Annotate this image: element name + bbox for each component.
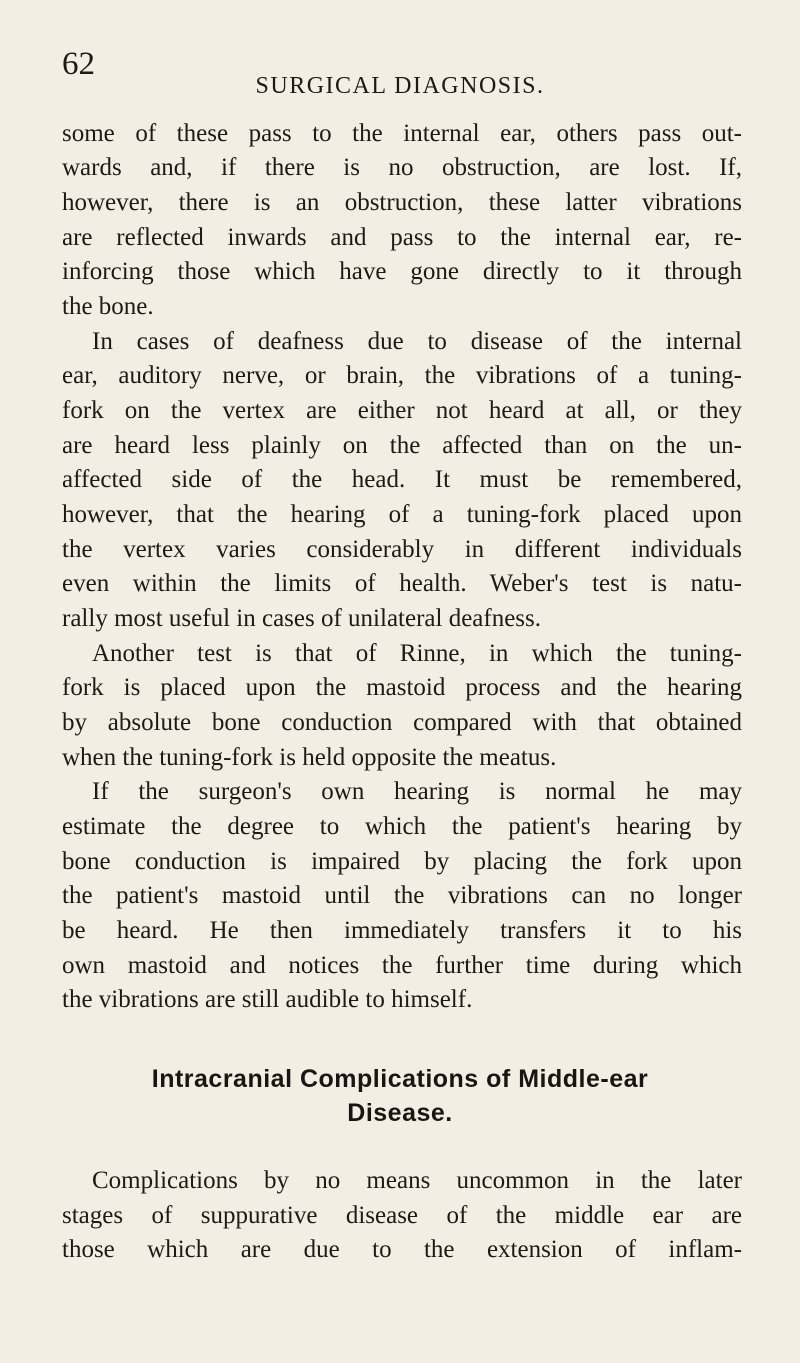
text-line: some of these pass to the internal ear, others pass out-: [62, 120, 742, 147]
text-line: ear, auditory nerve, or brain, the vibrations of a tuning-: [62, 362, 742, 389]
text-line: wards and, if there is no obstruction, are lost. If,: [62, 154, 742, 181]
text-line: however, that the hearing of a tuning-fork placed upon: [62, 501, 742, 528]
text-line: are heard less plainly on the affected than on the un-: [62, 432, 742, 459]
text-line: own mastoid and notices the further time during which: [62, 952, 742, 979]
section-heading: Intracranial Complications of Middle-ear: [151, 1065, 649, 1093]
paragraph-start-line: Complications by no means uncommon in the later: [92, 1167, 742, 1194]
text-line: the bone.: [62, 293, 154, 320]
text-line: estimate the degree to which the patient's hearing by: [62, 813, 742, 840]
text-line: the patient's mastoid until the vibrations can no longer: [62, 882, 742, 909]
text-line: bone conduction is impaired by placing the fork upon: [62, 848, 742, 875]
paragraph-start-line: If the surgeon's own hearing is normal he may: [92, 778, 742, 805]
paragraph-start-line: In cases of deafness due to disease of the internal: [92, 328, 742, 355]
text-line: are reflected inwards and pass to the internal ear, re-: [62, 224, 742, 251]
section-heading-continued: Disease.: [347, 1099, 453, 1127]
paragraph-start-line: Another test is that of Rinne, in which the tuning-: [92, 640, 742, 667]
running-head: SURGICAL DIAGNOSIS.: [255, 73, 545, 99]
text-line: however, there is an obstruction, these latter vibrations: [62, 189, 742, 216]
text-line: be heard. He then immediately transfers it to his: [62, 917, 742, 944]
text-line: even within the limits of health. Weber's test is natu-: [62, 570, 742, 597]
text-line: affected side of the head. It must be remembered,: [62, 466, 742, 493]
text-line: fork on the vertex are either not heard at all, or they: [62, 397, 742, 424]
text-line: the vertex varies considerably in different individuals: [62, 536, 742, 563]
page-number: 62: [62, 46, 95, 82]
text-line: rally most useful in cases of unilateral deafness.: [62, 605, 542, 632]
text-line: inforcing those which have gone directly to it through: [62, 258, 742, 285]
text-line: the vibrations are still audible to himself.: [62, 986, 473, 1013]
text-line: stages of suppurative disease of the middle ear are: [62, 1202, 742, 1229]
text-line: when the tuning-fork is held opposite the meatus.: [62, 744, 557, 771]
text-line: by absolute bone conduction compared with that obtained: [62, 709, 742, 736]
text-line: those which are due to the extension of inflam-: [62, 1236, 742, 1263]
text-line: fork is placed upon the mastoid process and the hearing: [62, 674, 742, 701]
